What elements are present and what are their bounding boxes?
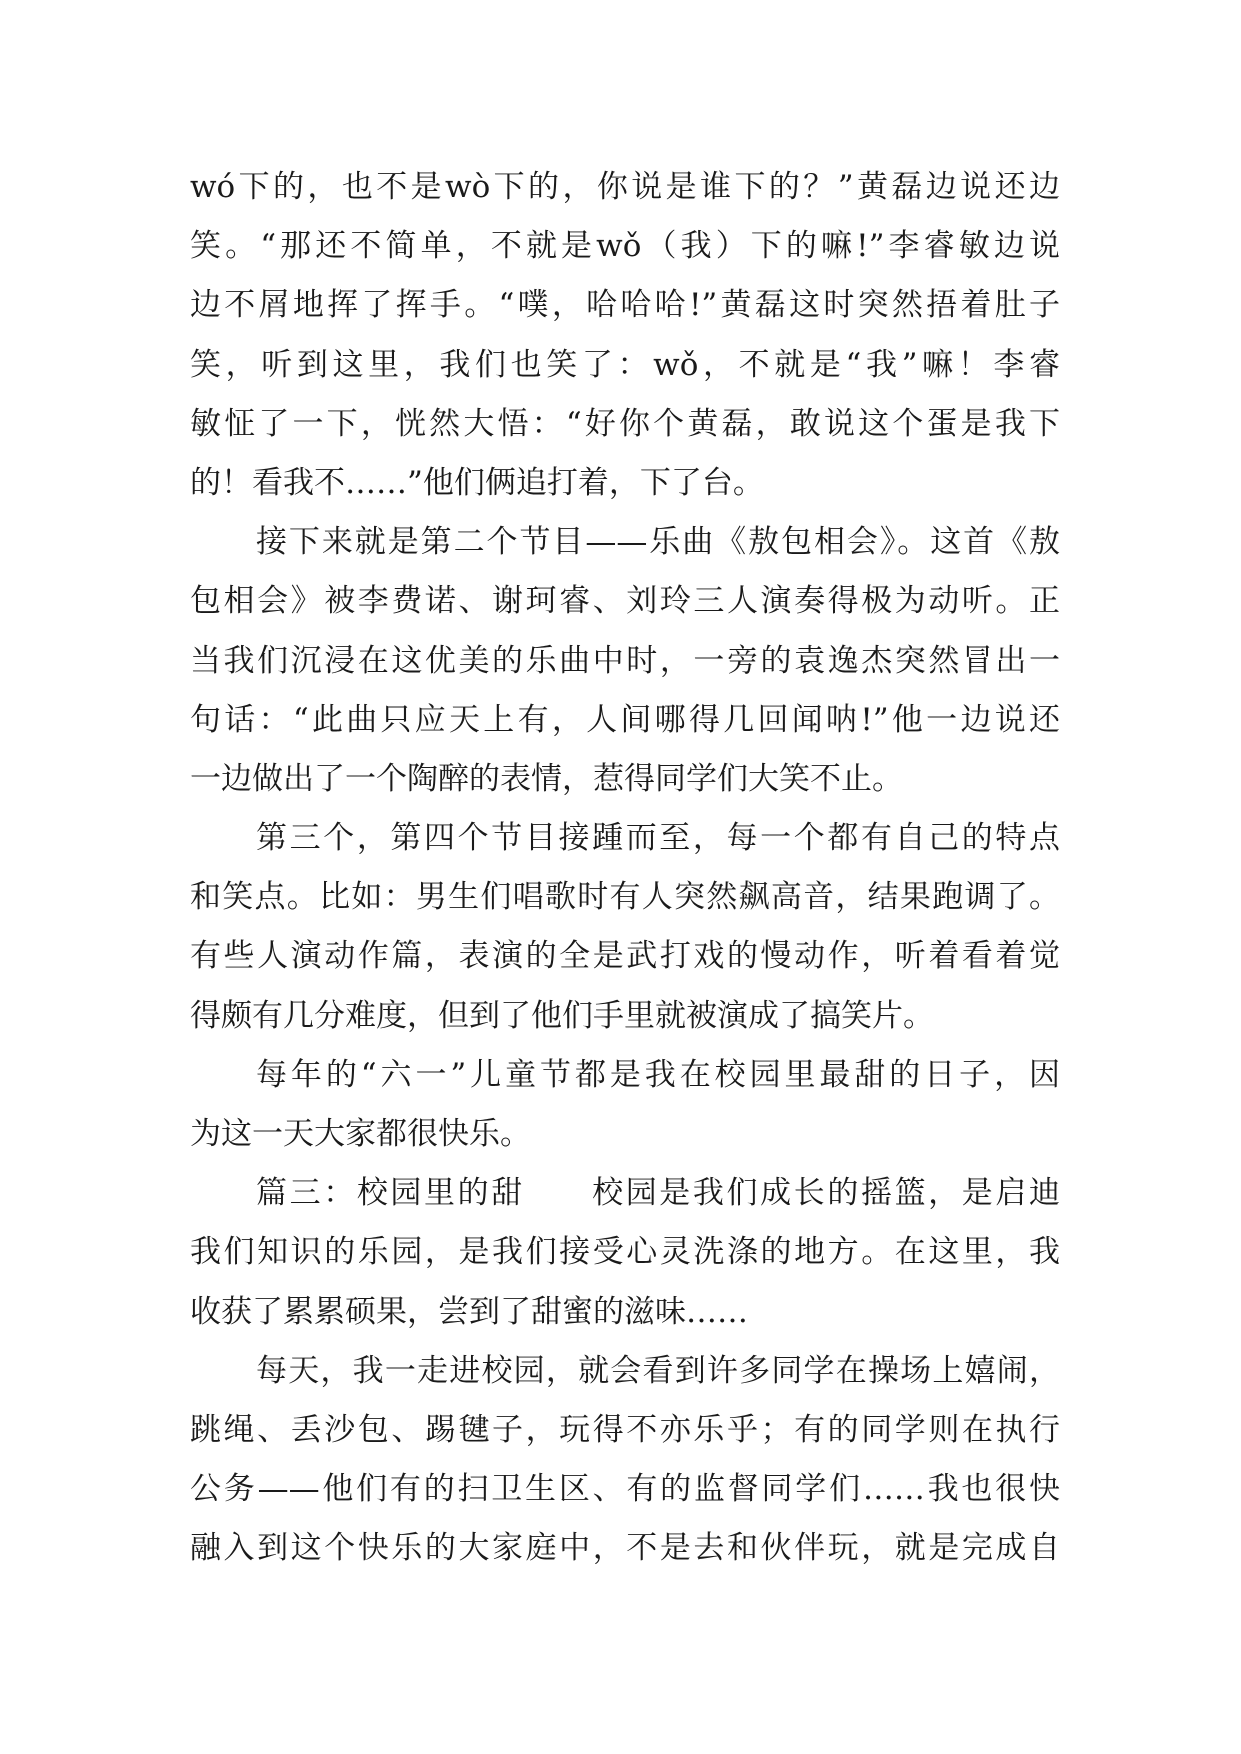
text-line: 融入到这个快乐的大家庭中，不是去和伙伴玩，就是完成自 [190,1530,1060,1567]
text-line: 公务——他们有的扫卫生区、有的监督同学们……我也很快 [190,1471,1060,1508]
text-line: 边不屑地挥了挥手。“噗，哈哈哈!”黄磊这时突然捂着肚子 [190,287,1060,324]
text-line: 句话：“此曲只应天上有，人间哪得几回闻呐!”他一边说还 [190,701,1060,738]
text-line: wó下的，也不是wò下的，你说是谁下的？”黄磊边说还边 [190,169,1060,205]
text-line: 当我们沉浸在这优美的乐曲中时，一旁的袁逸杰突然冒出一 [190,642,1060,679]
text-line: 篇三：校园里的甜 校园是我们成长的摇篮，是启迪 [256,1175,1060,1212]
text-line: 为这一天大家都很快乐。 [190,1116,531,1152]
text-line: 包相会》被李费诺、谢珂睿、刘玲三人演奏得极为动听。正 [190,583,1060,620]
text-line: 得颇有几分难度，但到了他们手里就被演成了搞笑片。 [190,997,934,1034]
text-line: 敏怔了一下，恍然大悟：“好你个黄磊，敢说这个蛋是我下 [190,405,1060,442]
text-line: 第三个，第四个节目接踵而至，每一个都有自己的特点 [256,820,1060,857]
text-line: 接下来就是第二个节目——乐曲《敖包相会》。这首《敖 [256,524,1060,561]
text-line: 跳绳、丢沙包、踢毽子，玩得不亦乐乎；有的同学则在执行 [190,1411,1060,1448]
text-line: 每年的“六一”儿童节都是我在校园里最甜的日子，因 [256,1056,1060,1093]
text-line: 每天，我一走进校园，就会看到许多同学在操场上嬉闹， [256,1352,1060,1389]
text-line: 一边做出了一个陶醉的表情，惹得同学们大笑不止。 [190,760,903,797]
text-line: 收获了累累硕果，尝到了甜蜜的滋味…… [190,1293,748,1330]
text-line: 我们知识的乐园，是我们接受心灵洗涤的地方。在这里，我 [190,1234,1060,1271]
text-line: 和笑点。比如：男生们唱歌时有人突然飙高音，结果跑调了。 [190,879,1060,916]
text-line: 的！看我不……”他们俩追打着，下了台。 [190,464,764,501]
text-line: 笑，听到这里，我们也笑了：wǒ，不就是“我”嘛！李睿 [190,346,1060,383]
body-text [190,158,1060,1579]
text-line: 有些人演动作篇，表演的全是武打戏的慢动作，听着看着觉 [190,938,1060,975]
text-line: 笑。“那还不简单，不就是wǒ（我）下的嘛!”李睿敏边说 [190,228,1060,265]
